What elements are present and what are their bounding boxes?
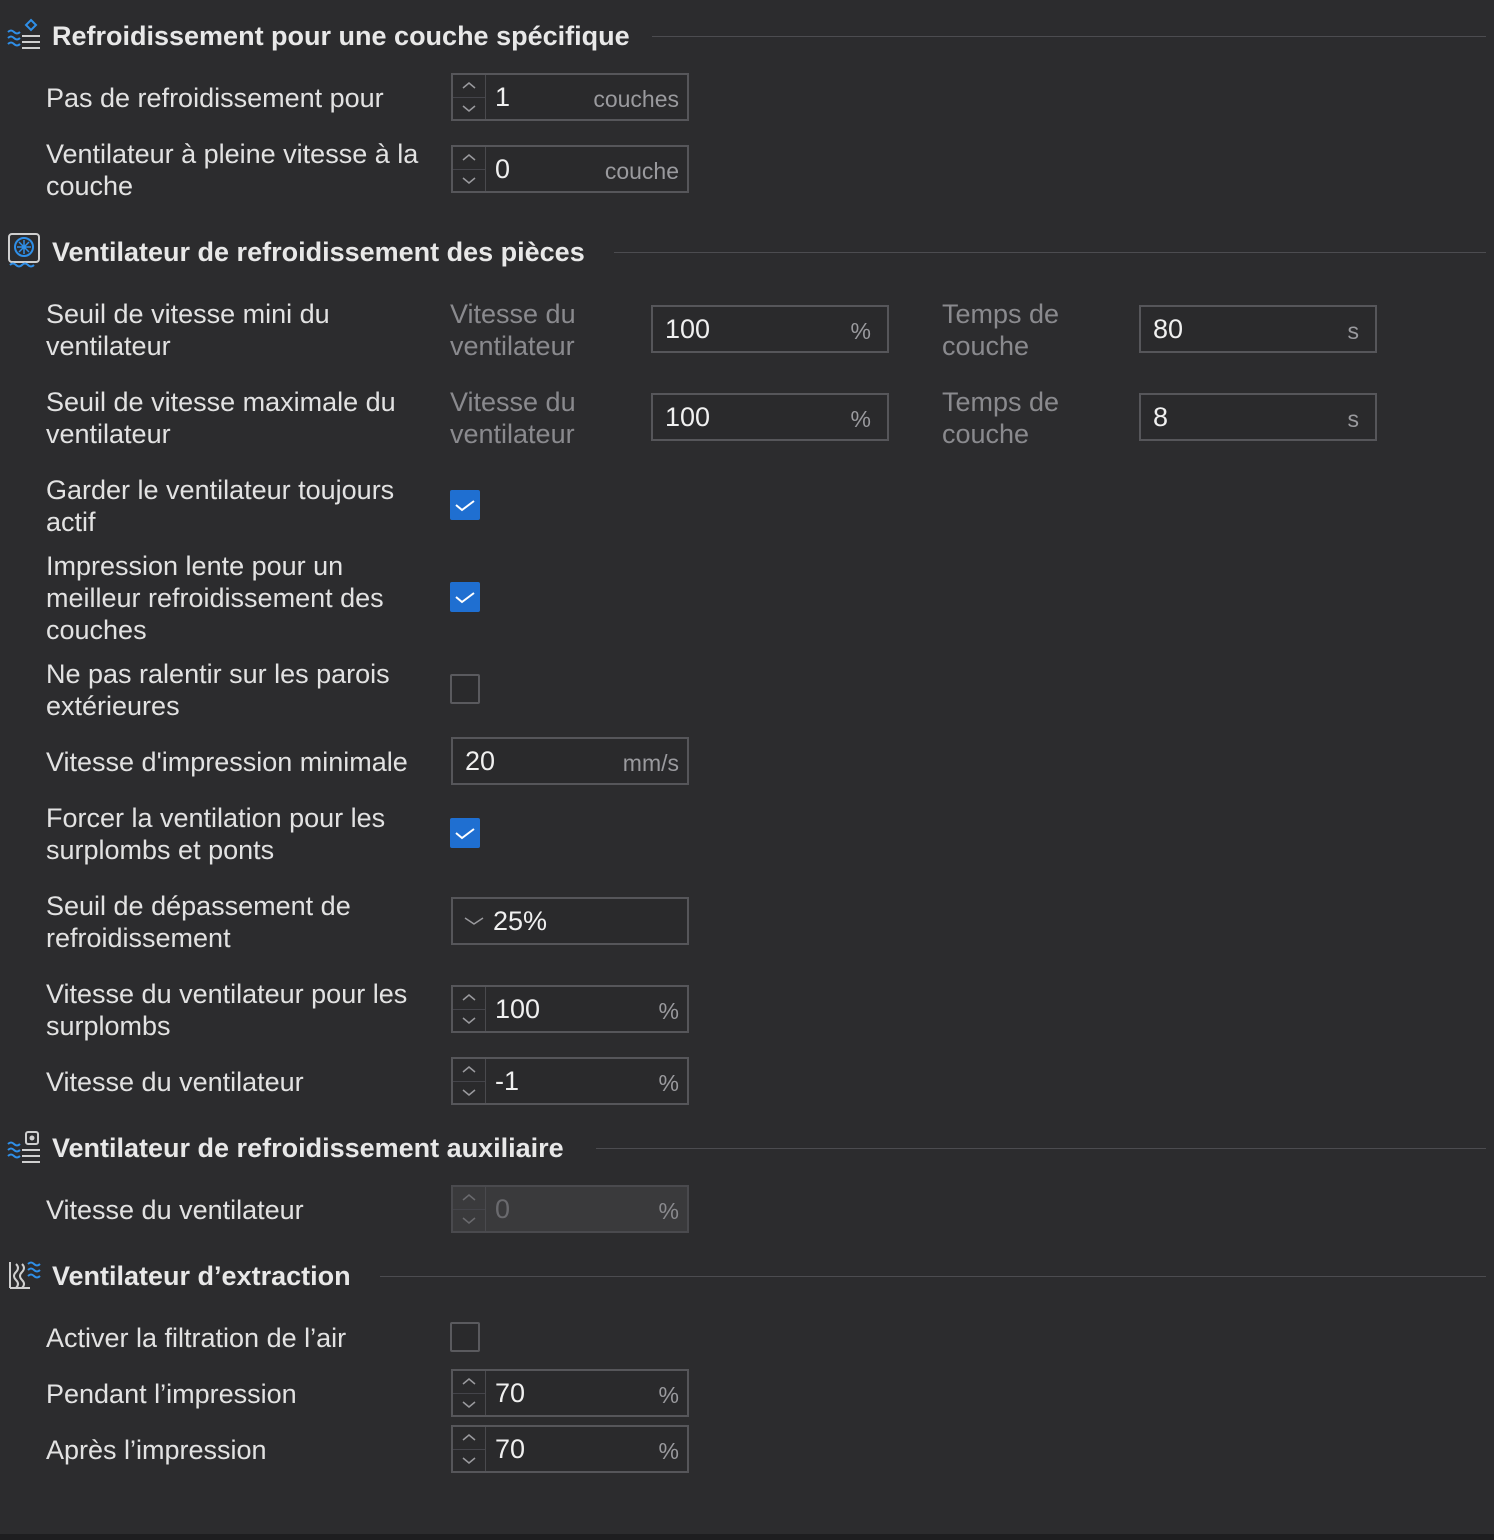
spin-up-icon[interactable]: [453, 1187, 485, 1210]
section-title-exhaust-fan: Ventilateur d’extraction: [52, 1261, 351, 1291]
max-fan-layer-time-value: 8: [1153, 402, 1169, 432]
min-fan-layer-time-label: Temps de couche: [942, 299, 1060, 361]
aux-fan-speed-label: Vitesse du ventilateur: [46, 1195, 304, 1225]
section-divider: [652, 36, 1486, 37]
part-fan-speed-label: Vitesse du ventilateur: [46, 1067, 304, 1097]
part-fan-speed-input[interactable]: [451, 1057, 689, 1105]
after-print-unit: %: [658, 1438, 679, 1464]
section-title-aux-fan: Ventilateur de refroidissement auxiliaire: [52, 1133, 564, 1163]
spin-up-icon[interactable]: [453, 147, 485, 170]
spin-up-icon[interactable]: [453, 987, 485, 1010]
keep-fan-on-checkbox[interactable]: [450, 490, 480, 520]
spin-down-icon[interactable]: [453, 97, 485, 119]
cooling-step-input[interactable]: [451, 73, 689, 121]
spin-down-icon[interactable]: [453, 1209, 485, 1231]
max-fan-speed-label: Vitesse du ventilateur: [450, 387, 576, 449]
layer-cooling-icon: [6, 18, 42, 54]
section-title-part-fan: Ventilateur de refroidissement des pièces: [52, 237, 585, 267]
min-print-speed-value: 20: [465, 746, 496, 776]
cooling-step-value: 1: [495, 82, 511, 112]
min-print-speed-label: Vitesse d'impression minimale: [46, 747, 408, 777]
max-fan-layer-time-unit: s: [1347, 406, 1359, 432]
checkmark-icon: [450, 818, 480, 848]
overhang-fan-speed-label: Vitesse du ventilateur pour les surplombs: [46, 979, 408, 1041]
min-fan-threshold-label: Seuil de vitesse mini du ventilateur: [46, 299, 330, 361]
min-fan-speed-input[interactable]: [651, 305, 889, 353]
min-fan-speed-label: Vitesse du ventilateur: [450, 299, 576, 361]
part-fan-speed-spinner[interactable]: [453, 1059, 486, 1103]
during-print-value: 70: [495, 1378, 526, 1408]
section-divider: [596, 1148, 1486, 1149]
min-fan-speed-unit: %: [850, 318, 871, 344]
after-print-input[interactable]: [451, 1425, 689, 1473]
max-fan-layer-time-input[interactable]: [1139, 393, 1377, 441]
overhang-fan-speed-input[interactable]: [451, 985, 689, 1033]
overhang-threshold-value: 25%: [493, 906, 548, 936]
min-print-speed-input[interactable]: [451, 737, 689, 785]
max-fan-speed-unit: %: [850, 406, 871, 432]
part-fan-icon: [6, 232, 42, 268]
dropdown-chevron-icon[interactable]: [461, 911, 487, 931]
min-fan-speed-value: 100: [665, 314, 711, 344]
aux-fan-speed-value: 0: [495, 1194, 511, 1224]
overhang-threshold-label: Seuil de dépassement de refroidissement: [46, 891, 351, 953]
max-fan-layer-time-label: Temps de couche: [942, 387, 1060, 449]
exhaust-fan-icon: [6, 1258, 42, 1294]
spin-down-icon[interactable]: [453, 1449, 485, 1471]
full-fan-layer-label: Ventilateur à pleine vitesse à la couche: [46, 139, 419, 201]
slow-down-label: Impression lente pour un meilleur refroidissement des couches: [46, 551, 384, 645]
full-fan-layer-spinner[interactable]: [453, 147, 486, 191]
spin-down-icon[interactable]: [453, 1009, 485, 1031]
aux-fan-speed-spinner[interactable]: [453, 1187, 486, 1231]
max-fan-speed-input[interactable]: [651, 393, 889, 441]
section-title-layer-cooling: Refroidissement pour une couche spécifique: [52, 21, 630, 51]
spin-down-icon[interactable]: [453, 1393, 485, 1415]
max-fan-speed-value: 100: [665, 402, 711, 432]
spin-down-icon[interactable]: [453, 1081, 485, 1103]
no-slow-walls-label: Ne pas ralentir sur les parois extérieures: [46, 659, 390, 721]
spin-up-icon[interactable]: [453, 1371, 485, 1394]
bottom-edge: [0, 1534, 1494, 1540]
min-fan-layer-time-value: 80: [1153, 314, 1184, 344]
overhang-fan-speed-spinner[interactable]: [453, 987, 486, 1031]
spin-up-icon[interactable]: [453, 75, 485, 98]
during-print-unit: %: [658, 1382, 679, 1408]
aux-fan-speed-input[interactable]: [451, 1185, 689, 1233]
slow-down-checkbox[interactable]: [450, 582, 480, 612]
min-fan-layer-time-input[interactable]: [1139, 305, 1377, 353]
no-slow-walls-checkbox[interactable]: [450, 674, 480, 704]
cooling-step-unit: couches: [593, 86, 679, 112]
overhang-fan-speed-value: 100: [495, 994, 541, 1024]
cooling-step-spinner[interactable]: [453, 75, 486, 119]
force-overhang-fan-checkbox[interactable]: [450, 818, 480, 848]
air-filtration-label: Activer la filtration de l’air: [46, 1323, 347, 1353]
part-fan-speed-unit: %: [658, 1070, 679, 1096]
spin-down-icon[interactable]: [453, 169, 485, 191]
after-print-spinner[interactable]: [453, 1427, 486, 1471]
full-fan-layer-unit: couche: [604, 158, 679, 184]
part-fan-speed-value: -1: [495, 1066, 520, 1096]
section-divider: [614, 252, 1486, 253]
min-fan-layer-time-unit: s: [1347, 318, 1359, 344]
during-print-label: Pendant l’impression: [46, 1379, 297, 1409]
aux-fan-icon: [6, 1130, 42, 1166]
full-fan-layer-input[interactable]: [451, 145, 689, 193]
max-fan-threshold-label: Seuil de vitesse maximale du ventilateur: [46, 387, 396, 449]
after-print-value: 70: [495, 1434, 526, 1464]
during-print-spinner[interactable]: [453, 1371, 486, 1415]
spin-up-icon[interactable]: [453, 1059, 485, 1082]
air-filtration-checkbox[interactable]: [450, 1322, 480, 1352]
keep-fan-on-label: Garder le ventilateur toujours actif: [46, 475, 395, 537]
full-fan-layer-value: 0: [495, 154, 511, 184]
cooling-step-label: Pas de refroidissement pour: [46, 83, 384, 113]
spin-up-icon[interactable]: [453, 1427, 485, 1450]
min-print-speed-unit: mm/s: [622, 750, 679, 776]
overhang-fan-speed-unit: %: [658, 998, 679, 1024]
overhang-threshold-select[interactable]: [451, 897, 689, 945]
checkmark-icon: [450, 582, 480, 612]
force-overhang-fan-label: Forcer la ventilation pour les surplombs et ponts: [46, 803, 386, 865]
section-divider: [380, 1276, 1486, 1277]
checkmark-icon: [450, 490, 480, 520]
during-print-input[interactable]: [451, 1369, 689, 1417]
aux-fan-speed-unit: %: [658, 1198, 679, 1224]
after-print-label: Après l’impression: [46, 1435, 267, 1465]
